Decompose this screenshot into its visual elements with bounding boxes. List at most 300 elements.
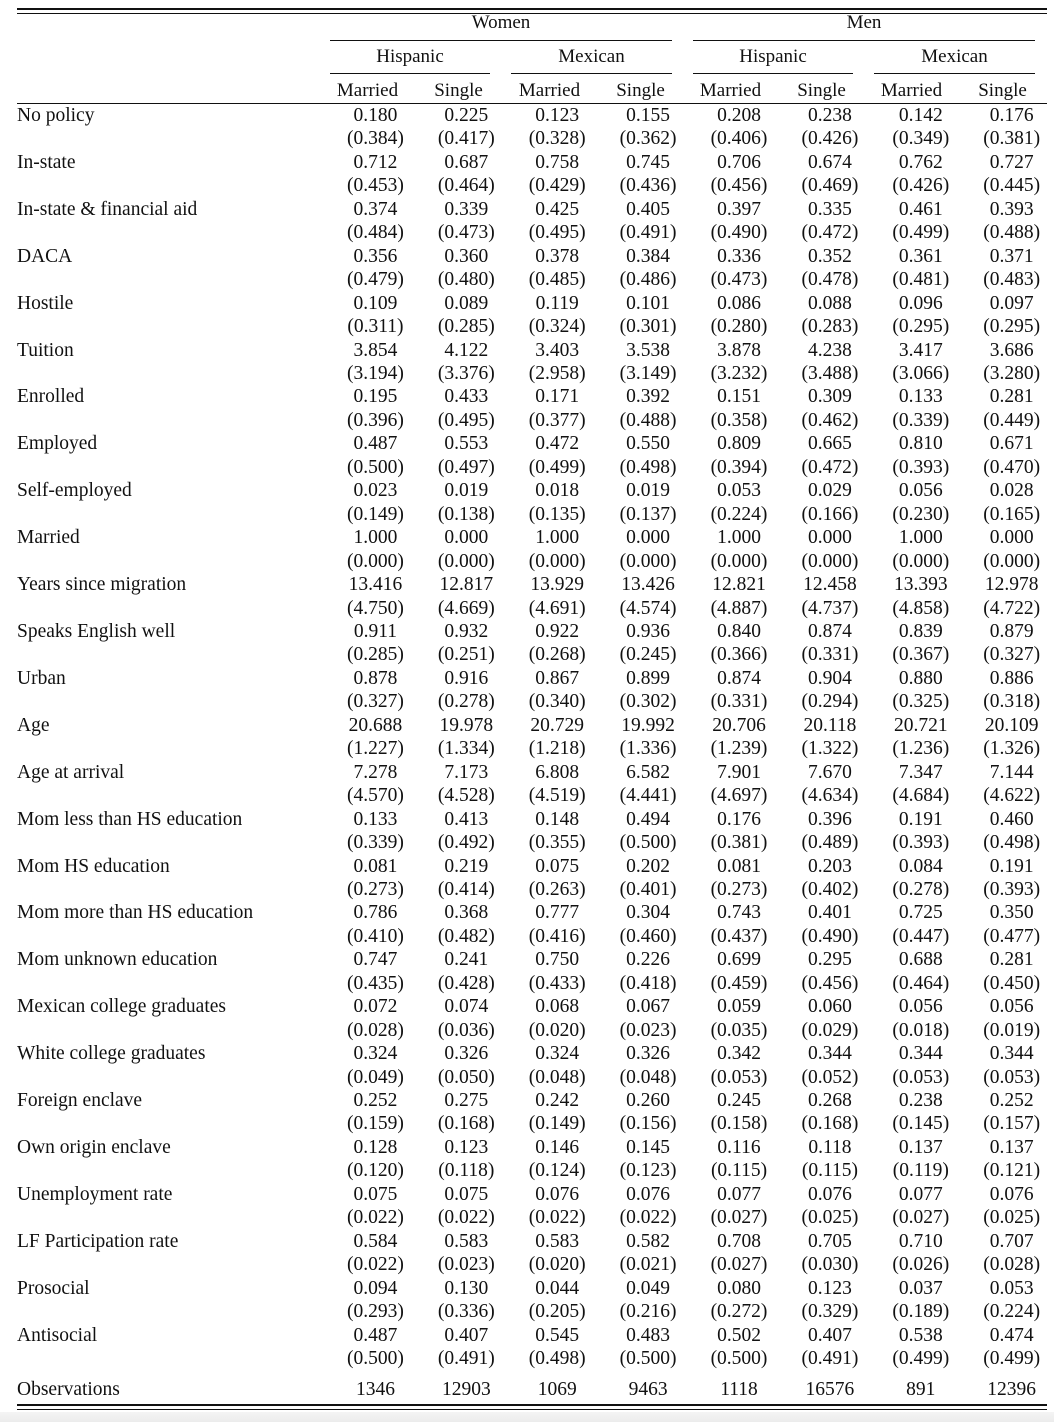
- mean-value: 0.374: [353, 198, 398, 220]
- sd-value: (4.750): [347, 597, 404, 619]
- row-label: Enrolled: [17, 386, 85, 408]
- table-row-sd: [17, 737, 1054, 760]
- sd-value: (4.519): [528, 785, 586, 807]
- observations-value: 891: [906, 1379, 936, 1401]
- mean-value: 7.173: [444, 761, 489, 783]
- mean-value: 0.916: [444, 667, 489, 689]
- sd-value: (0.429): [528, 175, 586, 197]
- sd-value: (0.349): [892, 128, 950, 150]
- sd-value: (0.156): [619, 1113, 677, 1135]
- mean-value: 0.123: [444, 1136, 489, 1158]
- table-row-mean: [17, 855, 1054, 878]
- sd-value: (0.437): [710, 925, 768, 947]
- mean-value: 0.226: [626, 949, 671, 971]
- mean-value: 0.056: [898, 996, 943, 1018]
- row-label-empty: [17, 1206, 330, 1229]
- mean-value: 0.758: [535, 151, 580, 173]
- observations-value: 12903: [441, 1379, 491, 1401]
- row-label: DACA: [17, 245, 73, 267]
- table-row-mean: [17, 1183, 1054, 1206]
- table-row-sd: [17, 643, 1054, 666]
- table-row-sd: [17, 690, 1054, 713]
- sd-value: (0.499): [528, 456, 586, 478]
- row-label: Self-employed: [17, 480, 132, 502]
- sd-value: (2.958): [528, 362, 586, 384]
- sd-value: (0.339): [892, 409, 950, 431]
- mean-value: 0.252: [353, 1090, 398, 1112]
- sd-value: (1.218): [528, 738, 586, 760]
- sd-value: (0.339): [347, 832, 404, 854]
- sd-value: (0.394): [710, 456, 768, 478]
- mean-value: 0.538: [898, 1324, 943, 1346]
- mean-value: 0.044: [535, 1277, 580, 1299]
- mean-value: 0.142: [898, 105, 943, 126]
- row-label-empty: [17, 268, 330, 291]
- observations-row: [17, 1370, 1054, 1410]
- women-cmidrule: [330, 40, 672, 41]
- sd-value: (0.000): [801, 550, 859, 572]
- sd-value: (0.278): [437, 691, 495, 713]
- sd-value: (0.115): [710, 1160, 768, 1182]
- mean-value: 0.336: [717, 245, 761, 267]
- mean-value: 13.929: [530, 574, 585, 596]
- mean-value: 0.238: [807, 105, 852, 126]
- row-label-empty: [17, 784, 330, 807]
- sd-value: (0.224): [710, 503, 768, 525]
- sd-value: (0.115): [801, 1160, 858, 1182]
- sd-value: (0.367): [892, 644, 950, 666]
- table-row-sd: [17, 456, 1054, 479]
- sd-value: (0.456): [801, 972, 859, 994]
- mean-value: 0.810: [898, 433, 943, 455]
- sd-value: (0.157): [983, 1113, 1041, 1135]
- table-row-sd: [17, 1300, 1054, 1323]
- mean-value: 0.089: [444, 292, 489, 314]
- sd-value: (0.280): [710, 316, 768, 338]
- table-row-mean: [17, 151, 1054, 174]
- table-row-mean: [17, 292, 1054, 315]
- table-row-sd: [17, 878, 1054, 901]
- sd-value: (0.401): [619, 878, 677, 900]
- table-row-mean: [17, 1089, 1054, 1112]
- row-label: Antisocial: [17, 1324, 98, 1346]
- table-row-sd: [17, 550, 1054, 573]
- sd-value: (0.022): [347, 1254, 404, 1276]
- mean-value: 20.729: [530, 714, 585, 736]
- sd-value: (0.435): [347, 972, 404, 994]
- sd-value: (4.691): [528, 597, 586, 619]
- sd-value: (0.023): [619, 1019, 677, 1041]
- sd-value: (0.026): [892, 1254, 950, 1276]
- mean-value: 0.707: [989, 1230, 1034, 1252]
- column-header: Married: [336, 80, 399, 101]
- mean-value: 20.706: [712, 714, 766, 736]
- sd-value: (0.491): [437, 1348, 495, 1370]
- observations-label: Observations: [17, 1379, 120, 1401]
- sd-value: (0.381): [710, 832, 768, 854]
- table-row-mean: [17, 479, 1054, 502]
- sd-value: (0.295): [983, 316, 1041, 338]
- mean-value: 3.417: [898, 339, 943, 361]
- row-label-empty: [17, 315, 330, 338]
- mean-value: 0.708: [717, 1230, 761, 1252]
- sd-value: (0.166): [801, 503, 859, 525]
- observations-value: 16576: [805, 1379, 855, 1401]
- row-label: Mom unknown education: [17, 949, 218, 971]
- mean-value: 0.474: [989, 1324, 1034, 1346]
- sd-value: (0.428): [437, 972, 495, 994]
- sd-value: (3.488): [801, 362, 859, 384]
- sd-value: (0.492): [437, 832, 495, 854]
- table-row-sd: [17, 1112, 1054, 1135]
- table-row-mean: [17, 1230, 1054, 1253]
- column-header: Married: [518, 80, 581, 101]
- row-label-empty: [17, 1300, 330, 1323]
- mean-value: 0.361: [898, 245, 943, 267]
- sd-value: (0.473): [710, 269, 768, 291]
- sd-value: (0.028): [983, 1254, 1041, 1276]
- mean-value: 0.583: [444, 1230, 489, 1252]
- mean-value: 0.396: [807, 808, 852, 830]
- mean-value: 0.202: [626, 855, 671, 877]
- mean-value: 0.077: [717, 1183, 761, 1205]
- table-row-sd: [17, 597, 1054, 620]
- sd-value: (4.528): [437, 785, 495, 807]
- row-label-empty: [17, 737, 330, 760]
- mean-value: 0.324: [535, 1043, 580, 1065]
- table-row-sd: [17, 1253, 1054, 1276]
- table-row-mean: [17, 714, 1054, 737]
- mean-value: 12.458: [803, 574, 857, 596]
- table-row-sd: [17, 831, 1054, 854]
- mean-value: 0.384: [626, 245, 671, 267]
- sd-value: (0.000): [437, 550, 495, 572]
- mean-value: 0.433: [444, 386, 489, 408]
- mean-value: 0.710: [898, 1230, 943, 1252]
- sd-value: (0.137): [619, 503, 677, 525]
- mean-value: 0.281: [989, 949, 1034, 971]
- mean-value: 0.137: [989, 1136, 1034, 1158]
- sd-value: (0.124): [528, 1160, 586, 1182]
- page-edge: [0, 1412, 1054, 1422]
- row-label: No policy: [17, 105, 95, 126]
- sd-value: (0.000): [619, 550, 677, 572]
- sd-value: (3.232): [710, 362, 768, 384]
- mean-value: 0.899: [626, 667, 671, 689]
- mean-value: 0.777: [535, 902, 580, 924]
- mean-value: 0.151: [717, 386, 761, 408]
- sd-value: (0.000): [528, 550, 586, 572]
- table-row-mean: [17, 948, 1054, 971]
- row-label-empty: [17, 127, 330, 150]
- sd-value: (0.464): [892, 972, 950, 994]
- mean-value: 0.195: [353, 386, 398, 408]
- mean-value: 19.992: [621, 714, 675, 736]
- mean-value: 0.904: [807, 667, 852, 689]
- row-label: Mexican college graduates: [17, 996, 226, 1018]
- women-mexican-cmidrule: [511, 73, 672, 74]
- row-label-empty: [17, 1253, 330, 1276]
- mean-value: 0.109: [353, 292, 398, 314]
- table-row-sd: [17, 784, 1054, 807]
- sd-value: (0.472): [801, 222, 859, 244]
- mean-value: 0.344: [807, 1043, 852, 1065]
- sd-value: (0.118): [438, 1160, 495, 1182]
- mean-value: 0.886: [989, 667, 1034, 689]
- mean-value: 0.352: [807, 245, 852, 267]
- sd-value: (0.459): [710, 972, 768, 994]
- row-label: Hostile: [17, 292, 74, 314]
- mean-value: 0.116: [717, 1136, 761, 1158]
- sd-value: (0.462): [801, 409, 859, 431]
- sd-value: (0.036): [437, 1019, 495, 1041]
- sd-value: (0.489): [801, 832, 859, 854]
- mean-value: 20.109: [984, 714, 1039, 736]
- mean-value: 0.094: [353, 1277, 398, 1299]
- observations-value: 1069: [537, 1379, 577, 1401]
- mean-value: 0.176: [989, 105, 1034, 126]
- sd-value: (0.018): [892, 1019, 950, 1041]
- mean-value: 0.582: [626, 1230, 671, 1252]
- mean-value: 0.076: [535, 1183, 580, 1205]
- mean-value: 1.000: [353, 527, 398, 549]
- sd-value: (0.396): [347, 409, 404, 431]
- mean-value: 0.295: [807, 949, 852, 971]
- table-row-sd: [17, 1019, 1054, 1042]
- sd-value: (0.495): [528, 222, 586, 244]
- mean-value: 0.059: [717, 996, 761, 1018]
- sd-value: (0.358): [710, 409, 768, 431]
- mean-value: 3.403: [535, 339, 580, 361]
- mean-value: 13.416: [348, 574, 403, 596]
- mean-value: 0.413: [444, 808, 489, 830]
- sd-value: (0.327): [983, 644, 1041, 666]
- row-label-empty: [17, 221, 330, 244]
- sd-value: (0.311): [347, 316, 404, 338]
- subgroup-header-women-mexican: Mexican: [558, 46, 625, 67]
- mean-value: 0.750: [535, 949, 580, 971]
- sd-value: (1.334): [437, 738, 495, 760]
- table-row-sd: [17, 1347, 1054, 1370]
- mean-value: 0.407: [807, 1324, 852, 1346]
- mean-value: 0.075: [535, 855, 580, 877]
- row-label-empty: [17, 831, 330, 854]
- mean-value: 0.745: [626, 151, 671, 173]
- mean-value: 0.550: [626, 433, 671, 455]
- sd-value: (4.697): [710, 785, 768, 807]
- sd-value: (1.326): [983, 738, 1041, 760]
- mean-value: 0.000: [807, 527, 852, 549]
- mean-value: 0.123: [807, 1277, 852, 1299]
- sd-value: (0.331): [710, 691, 768, 713]
- sd-value: (0.469): [801, 175, 859, 197]
- group-header-men: Men: [846, 12, 882, 33]
- mean-value: 0.225: [444, 105, 489, 126]
- row-label-empty: [17, 597, 330, 620]
- mean-value: 0.077: [898, 1183, 943, 1205]
- mean-value: 13.393: [893, 574, 948, 596]
- row-label: Urban: [17, 667, 66, 689]
- mean-value: 0.786: [353, 902, 398, 924]
- sd-value: (0.302): [619, 691, 677, 713]
- mean-value: 0.260: [626, 1090, 671, 1112]
- mean-value: 0.133: [898, 386, 943, 408]
- mean-value: 0.880: [898, 667, 943, 689]
- sd-value: (0.500): [710, 1348, 768, 1370]
- group-header-women: Women: [471, 12, 531, 33]
- column-header: Single: [797, 80, 846, 101]
- mean-value: 7.670: [807, 761, 852, 783]
- mean-value: 0.096: [898, 292, 943, 314]
- mean-value: 0.146: [535, 1136, 580, 1158]
- sd-value: (0.165): [983, 503, 1041, 525]
- sd-value: (0.029): [801, 1019, 859, 1041]
- sd-value: (0.138): [437, 503, 495, 525]
- sd-value: (3.194): [347, 362, 404, 384]
- mean-value: 0.545: [535, 1324, 580, 1346]
- observations-value: 1118: [720, 1379, 758, 1401]
- row-label-empty: [17, 690, 330, 713]
- mean-value: 0.084: [898, 855, 943, 877]
- sd-value: (0.480): [437, 269, 495, 291]
- row-label-empty: [17, 643, 330, 666]
- sd-value: (0.470): [983, 456, 1041, 478]
- mean-value: 0.339: [444, 198, 489, 220]
- mean-value: 0.584: [353, 1230, 398, 1252]
- sd-value: (0.168): [437, 1113, 495, 1135]
- sd-value: (0.293): [347, 1301, 404, 1323]
- row-label: Years since migration: [17, 574, 187, 596]
- table-row-mean: [17, 1136, 1054, 1159]
- mean-value: 0.191: [898, 808, 943, 830]
- sd-value: (0.251): [437, 644, 495, 666]
- row-label-empty: [17, 1066, 330, 1089]
- subgroup-header-men-hispanic: Hispanic: [739, 46, 807, 67]
- mean-value: 0.553: [444, 433, 489, 455]
- sd-value: (0.418): [619, 972, 677, 994]
- mean-value: 0.000: [989, 527, 1034, 549]
- mean-value: 0.029: [807, 480, 852, 502]
- row-label: Unemployment rate: [17, 1183, 173, 1205]
- column-header: Married: [699, 80, 762, 101]
- mean-value: 0.176: [717, 808, 761, 830]
- sd-value: (0.488): [983, 222, 1041, 244]
- sd-value: (1.236): [892, 738, 950, 760]
- mean-value: 0.371: [989, 245, 1034, 267]
- mean-value: 0.401: [807, 902, 852, 924]
- sd-value: (0.366): [710, 644, 768, 666]
- sd-value: (0.500): [619, 1348, 677, 1370]
- mean-value: 0.487: [353, 1324, 398, 1346]
- table-row-mean: [17, 526, 1054, 549]
- row-label: In-state & financial aid: [17, 198, 198, 220]
- row-label: Mom less than HS education: [17, 808, 243, 830]
- table-row-mean: [17, 667, 1054, 690]
- sd-value: (0.025): [983, 1207, 1041, 1229]
- sd-value: (0.030): [801, 1254, 859, 1276]
- sd-value: (0.053): [710, 1066, 768, 1088]
- sd-value: (0.027): [710, 1254, 768, 1276]
- sd-value: (0.000): [710, 550, 768, 572]
- sd-value: (0.340): [528, 691, 586, 713]
- table-row-sd: [17, 972, 1054, 995]
- mean-value: 0.725: [898, 902, 943, 924]
- row-label-empty: [17, 1112, 330, 1135]
- mean-value: 0.203: [807, 855, 852, 877]
- mean-value: 0.208: [717, 105, 761, 126]
- sd-value: (0.490): [710, 222, 768, 244]
- sd-value: (0.447): [892, 925, 950, 947]
- sd-value: (0.324): [528, 316, 586, 338]
- column-header: Single: [434, 80, 483, 101]
- sd-value: (0.272): [710, 1301, 768, 1323]
- table-row-mean: [17, 245, 1054, 268]
- sd-value: (4.887): [710, 597, 768, 619]
- mean-value: 0.281: [989, 386, 1034, 408]
- sd-value: (4.722): [983, 597, 1041, 619]
- mean-value: 0.081: [353, 855, 398, 877]
- mean-value: 0.076: [807, 1183, 852, 1205]
- column-header: Single: [978, 80, 1027, 101]
- table-row-sd: [17, 127, 1054, 150]
- mean-value: 13.426: [621, 574, 675, 596]
- mean-value: 0.067: [626, 996, 671, 1018]
- sd-value: (0.495): [437, 409, 495, 431]
- mean-value: 0.049: [626, 1277, 671, 1299]
- sd-value: (0.149): [528, 1113, 586, 1135]
- mean-value: 0.123: [535, 105, 580, 126]
- sd-value: (0.123): [619, 1160, 677, 1182]
- sd-value: (3.066): [892, 362, 950, 384]
- table-row-sd: [17, 1206, 1054, 1229]
- sd-value: (4.858): [892, 597, 950, 619]
- mean-value: 20.688: [348, 714, 403, 736]
- table-row-sd: [17, 1159, 1054, 1182]
- mean-value: 0.018: [535, 480, 580, 502]
- mean-value: 0.219: [444, 855, 489, 877]
- mean-value: 0.252: [989, 1090, 1034, 1112]
- mean-value: 0.879: [989, 620, 1034, 642]
- mean-value: 0.118: [808, 1136, 852, 1158]
- mean-value: 0.674: [807, 151, 852, 173]
- sd-value: (0.230): [892, 503, 950, 525]
- table-row-sd: [17, 1066, 1054, 1089]
- mean-value: 0.335: [807, 198, 852, 220]
- sd-value: (0.482): [437, 925, 495, 947]
- sd-value: (0.491): [801, 1348, 859, 1370]
- mean-value: 0.483: [626, 1324, 671, 1346]
- sd-value: (0.020): [528, 1019, 586, 1041]
- sd-value: (4.684): [892, 785, 950, 807]
- table-row-mean: [17, 761, 1054, 784]
- sd-value: (0.500): [347, 1348, 404, 1370]
- mean-value: 0.000: [444, 527, 489, 549]
- top-rule-1: [17, 8, 1047, 10]
- mean-value: 0.762: [898, 151, 943, 173]
- mean-value: 0.392: [626, 386, 671, 408]
- sd-value: (0.189): [892, 1301, 950, 1323]
- table-row-sd: [17, 503, 1054, 526]
- subgroup-header-women-hispanic: Hispanic: [376, 46, 444, 67]
- mean-value: 0.245: [717, 1090, 761, 1112]
- sd-value: (0.158): [710, 1113, 768, 1135]
- sd-value: (0.445): [983, 175, 1041, 197]
- mean-value: 0.238: [898, 1090, 943, 1112]
- sd-value: (0.224): [983, 1301, 1041, 1323]
- observations-value: 9463: [628, 1379, 668, 1401]
- sd-value: (4.441): [619, 785, 677, 807]
- mean-value: 0.699: [717, 949, 761, 971]
